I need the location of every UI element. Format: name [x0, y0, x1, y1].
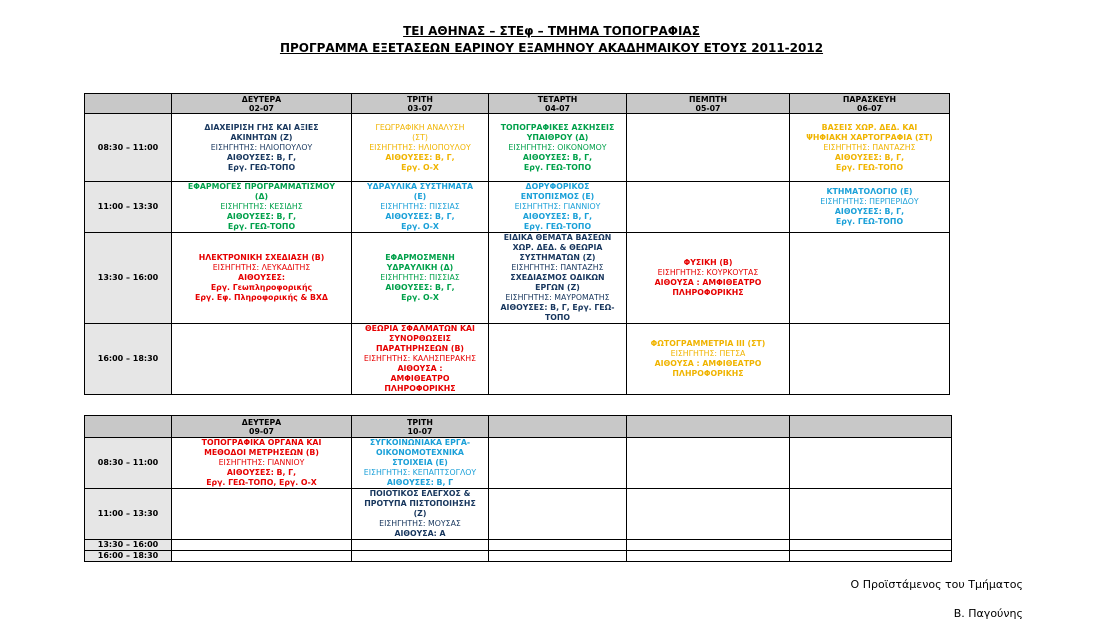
- exam-cell-line: ΠΟΙΟΤΙΚΟΣ ΕΛΕΓΧΟΣ &: [369, 489, 471, 498]
- exam-cell-line: ΑΚΙΝΗΤΩΝ (Ζ): [230, 132, 293, 142]
- exam-cell-line: ΕΙΣΗΓΗΤΗΣ: ΠΕΡΠΕΡΙΔΟΥ: [820, 197, 919, 206]
- day-header-cell: [627, 94, 790, 114]
- exam-cell-line: ΑΙΘΟΥΣΕΣ: Β, Γ,: [522, 212, 593, 221]
- empty-slot-cell: [790, 489, 952, 540]
- exam-cell-line: ΑΙΘΟΥΣΕΣ: Β, Γ: [386, 478, 454, 487]
- exam-cell-line: (ΣΤ): [412, 132, 428, 142]
- exam-cell-line: ΕΦΑΡΜΟΓΕΣ ΠΡΟΓΡΑΜΜΑΤΙΣΜΟΥ: [187, 182, 336, 191]
- exam-cell-line: Εργ. ΓΕΩ-ΤΟΠΟ: [227, 222, 296, 231]
- exam-cell-line: ΔΟΡΥΦΟΡΙΚΟΣ: [525, 182, 590, 191]
- day-header-cell: [489, 416, 627, 438]
- exam-cell-line: ΠΛΗΡΟΦΟΡΙΚΗΣ: [384, 384, 456, 393]
- day-header-cell: [790, 94, 950, 114]
- exam-cell-line: ΕΙΣΗΓΗΤΗΣ: ΗΛΙΟΠΟΥΛΟΥ: [369, 142, 471, 152]
- exam-cell-line: ΑΙΘΟΥΣΕΣ: Β, Γ,: [834, 152, 905, 162]
- exam-cell-line: ΦΩΤΟΓΡΑΜΜΕΤΡΙΑ ΙΙΙ (ΣΤ): [650, 339, 766, 348]
- exam-cell-line: ΑΙΘΟΥΣΕΣ: Β, Γ,: [226, 152, 297, 162]
- day-header-cell: [790, 416, 952, 438]
- exam-cell-line: ΕΙΣΗΓΗΤΗΣ: ΟΙΚΟΝΟΜΟΥ: [508, 142, 607, 152]
- exam-cell-line: ΑΙΘΟΥΣΕΣ: Β, Γ,: [385, 152, 455, 162]
- exam-cell-line: ΕΙΣΗΓΗΤΗΣ: ΓΙΑΝΝΙΟΥ: [218, 458, 305, 467]
- exam-cell-line: ΑΙΘΟΥΣΑ : ΑΜΦΙΘΕΑΤΡΟ: [654, 359, 762, 368]
- exam-cell-line: Εργ. ΓΕΩ-ΤΟΠΟ: [835, 162, 904, 172]
- exam-cell-line: ΑΙΘΟΥΣΕΣ: Β, Γ,: [834, 207, 905, 216]
- exam-cell-line: ΤΟΠΟΓΡΑΦΙΚΑ ΟΡΓΑΝΑ ΚΑΙ: [201, 438, 322, 447]
- exam-cell-line: ΒΑΣΕΙΣ ΧΩΡ. ΔΕΔ. ΚΑΙ: [821, 122, 918, 132]
- day-name: ΤΕΤΑΡΤΗ: [537, 94, 578, 104]
- exam-cell-line: ΕΙΔΙΚΑ ΘΕΜΑΤΑ ΒΑΣΕΩΝ: [503, 233, 612, 242]
- exam-cell-line: ΕΙΣΗΓΗΤΗΣ: ΚΑΛΗΣΠΕΡΑΚΗΣ: [363, 354, 477, 363]
- exam-cell-line: Εργ. ΓΕΩ-ΤΟΠΟ: [227, 162, 296, 172]
- exam-cell: [172, 114, 352, 182]
- day-header-cell: [352, 416, 489, 438]
- exam-cell-line: ΤΟΠΟ: [544, 313, 571, 322]
- day-date: 06-07: [857, 103, 882, 113]
- header-corner-cell: [85, 416, 172, 438]
- time-slot-label: 16:00 – 18:30: [85, 324, 172, 395]
- exam-cell-line: ΑΙΘΟΥΣΑ: Α: [394, 529, 446, 538]
- day-name: ΠΕΜΠΤΗ: [689, 94, 727, 104]
- schedule-table-week1: [84, 93, 950, 395]
- exam-cell-line: Εργ. ΓΕΩ-ΤΟΠΟ: [523, 162, 592, 172]
- time-slot-label: 16:00 – 18:30: [85, 551, 172, 562]
- exam-cell-line: ΘΕΩΡΙΑ ΣΦΑΛΜΑΤΩΝ ΚΑΙ: [365, 324, 475, 333]
- empty-slot-cell: [352, 540, 489, 551]
- exam-cell-line: ΣΧΕΔΙΑΣΜΟΣ ΟΔΙΚΩΝ: [510, 273, 605, 282]
- exam-cell-line: (Ζ): [413, 509, 427, 518]
- exam-cell-line: ΕΙΣΗΓΗΤΗΣ: ΚΕΠΑΠΤΣΟΓΛΟΥ: [363, 468, 477, 477]
- time-slot-label: 13:30 – 16:00: [85, 540, 172, 551]
- exam-cell: [352, 324, 489, 395]
- exam-cell-line: ΕΡΓΩΝ (Ζ): [535, 283, 580, 292]
- exam-cell-line: ΑΙΘΟΥΣΑ :: [397, 364, 443, 373]
- exam-cell-line: ΑΜΦΙΘΕΑΤΡΟ: [390, 374, 450, 383]
- time-slot-label: 11:00 – 13:30: [85, 182, 172, 233]
- empty-slot-cell: [352, 551, 489, 562]
- exam-cell-line: (Ε): [413, 192, 427, 201]
- exam-cell-line: ΟΙΚΟΝΟΜΟΤΕΧΝΙΚΑ: [376, 448, 464, 457]
- exam-cell-line: ΑΙΘΟΥΣΕΣ: Β, Γ,: [385, 283, 455, 292]
- exam-cell: [489, 233, 627, 324]
- exam-cell-line: ΥΔΡΑΥΛΙΚΗ (Δ): [386, 263, 454, 272]
- day-name: ΔΕΥΤΕΡΑ: [241, 417, 282, 427]
- time-slot-label: 11:00 – 13:30: [85, 489, 172, 540]
- schedule-table-week2: [84, 415, 952, 562]
- day-name: ΤΡΙΤΗ: [407, 94, 433, 104]
- exam-cell: [489, 114, 627, 182]
- empty-slot-cell: [790, 551, 952, 562]
- exam-cell-line: ΤΟΠΟΓΡΑΦΙΚΕΣ ΑΣΚΗΣΕΙΣ: [500, 122, 615, 132]
- empty-slot-cell: [172, 324, 352, 395]
- day-name: ΤΡΙΤΗ: [407, 417, 433, 427]
- exam-cell-line: ΠΑΡΑΤΗΡΗΣΕΩΝ (Β): [376, 344, 464, 353]
- exam-cell-line: ΕΙΣΗΓΗΤΗΣ: ΚΕΣΙΔΗΣ: [220, 202, 303, 211]
- day-date: 02-07: [249, 103, 274, 113]
- empty-slot-cell: [489, 489, 627, 540]
- exam-cell-line: ΑΙΘΟΥΣΕΣ: Β, Γ,: [522, 152, 593, 162]
- empty-slot-cell: [627, 489, 790, 540]
- exam-cell-line: Εργ. ΓΕΩ-ΤΟΠΟ: [835, 217, 904, 226]
- exam-cell-line: ΕΙΣΗΓΗΤΗΣ: ΠΙΣΣΙΑΣ: [380, 273, 460, 282]
- exam-cell-line: ΣΥΝΟΡΘΩΣΕΙΣ: [389, 334, 451, 343]
- timeslot-row: [85, 182, 950, 233]
- empty-slot-cell: [627, 540, 790, 551]
- exam-cell: [627, 324, 790, 395]
- day-date: 03-07: [407, 103, 433, 113]
- exam-cell-line: ΑΙΘΟΥΣΕΣ: Β, Γ,: [385, 212, 455, 221]
- exam-cell: [352, 233, 489, 324]
- exam-cell: [352, 182, 489, 233]
- day-date: 04-07: [545, 103, 570, 113]
- exam-cell: [352, 438, 489, 489]
- empty-slot-cell: [489, 551, 627, 562]
- timeslot-row: [85, 324, 950, 395]
- exam-cell: [790, 182, 950, 233]
- exam-cell: [352, 489, 489, 540]
- day-date: 10-07: [407, 426, 433, 436]
- exam-cell-line: ΜΕΘΟΔΟΙ ΜΕΤΡΗΣΕΩΝ (Β): [204, 448, 319, 457]
- exam-cell-line: ΕΙΣΗΓΗΤΗΣ: ΗΛΙΟΠΟΥΛΟΥ: [210, 142, 313, 152]
- exam-cell: [172, 438, 352, 489]
- exam-cell-line: ΣΤΟΙΧΕΙΑ (Ε): [392, 458, 448, 467]
- exam-cell-line: ΧΩΡ. ΔΕΔ. & ΘΕΩΡΙΑ: [512, 243, 603, 252]
- timeslot-row: [85, 540, 952, 551]
- exam-cell-line: Εργ. Ο-Χ: [401, 293, 439, 302]
- empty-slot-cell: [627, 551, 790, 562]
- day-name: ΔΕΥΤΕΡΑ: [241, 94, 282, 104]
- exam-cell-line: (Δ): [254, 192, 269, 201]
- day-date: 05-07: [695, 103, 721, 113]
- time-slot-label: 08:30 – 11:00: [85, 438, 172, 489]
- exam-cell-line: ΕΦΑΡΜΟΣΜΕΝΗ: [385, 253, 455, 262]
- empty-slot-cell: [489, 540, 627, 551]
- exam-cell-line: ΕΙΣΗΓΗΤΗΣ: ΠΕΤΣΑ: [670, 349, 746, 358]
- exam-cell-line: ΕΙΣΗΓΗΤΗΣ: ΚΟΥΡΚΟΥΤΑΣ: [657, 268, 759, 277]
- exam-cell-line: ΕΙΣΗΓΗΤΗΣ: ΜΟΥΣΑΣ: [379, 519, 461, 528]
- day-header-cell: [627, 416, 790, 438]
- day-name: ΠΑΡΑΣΚΕΥΗ: [842, 94, 897, 104]
- exam-cell-line: ΦΥΣΙΚΗ (Β): [683, 258, 733, 267]
- exam-cell-line: ΑΙΘΟΥΣΕΣ:: [238, 273, 285, 282]
- time-slot-label: 13:30 – 16:00: [85, 233, 172, 324]
- exam-cell-line: Εργ. ΓΕΩ-ΤΟΠΟ: [523, 222, 592, 231]
- exam-cell-line: ΕΙΣΗΓΗΤΗΣ: ΠΙΣΣΙΑΣ: [380, 202, 460, 211]
- day-header-cell: [172, 416, 352, 438]
- empty-slot-cell: [172, 540, 352, 551]
- exam-cell-line: Εργ. Γεωπληροφορικής: [210, 283, 313, 292]
- exam-cell-line: ΑΙΘΟΥΣΕΣ: Β, Γ,: [226, 212, 297, 221]
- exam-cell-line: ΕΝΤΟΠΙΣΜΟΣ (Ε): [520, 192, 595, 201]
- exam-cell-line: ΣΥΓΚΟΙΝΩΝΙΑΚΑ ΕΡΓΑ-: [369, 438, 471, 447]
- timeslot-row: [85, 438, 952, 489]
- document-subtitle: ΠΡΟΓΡΑΜΜΑ ΕΞΕΤΑΣΕΩΝ ΕΑΡΙΝΟΥ ΕΞΑΜΗΝΟΥ ΑΚΑΔΗΜΑΙΚΟΥ ΕΤΟΥΣ 2011-2012: [279, 41, 824, 55]
- timeslot-row: [85, 114, 950, 182]
- header-row: [85, 416, 952, 438]
- exam-cell-line: ΕΙΣΗΓΗΤΗΣ: ΠΑΝΤΑΖΗΣ: [511, 263, 604, 272]
- empty-slot-cell: [627, 438, 790, 489]
- exam-cell-line: Εργ. Εφ. Πληροφορικής & ΒΧΔ: [195, 293, 328, 302]
- empty-slot-cell: [790, 324, 950, 395]
- exam-cell-line: ΕΙΣΗΓΗΤΗΣ: ΓΙΑΝΝΙΟΥ: [514, 202, 601, 211]
- exam-cell-line: ΑΙΘΟΥΣΕΣ: Β, Γ,: [226, 468, 297, 477]
- exam-cell: [627, 233, 790, 324]
- exam-cell: [790, 114, 950, 182]
- exam-cell-line: ΠΛΗΡΟΦΟΡΙΚΗΣ: [672, 288, 744, 297]
- empty-slot-cell: [489, 324, 627, 395]
- header-corner-cell: [85, 94, 172, 114]
- exam-cell-line: ΥΠΑΙΘΡΟΥ (Δ): [526, 132, 589, 142]
- empty-slot-cell: [790, 233, 950, 324]
- exam-cell-line: ΑΙΘΟΥΣΕΣ: Β, Γ, Εργ. ΓΕΩ-: [500, 303, 615, 312]
- signatory-title: Ο Προϊστάμενος του Τμήματος: [850, 578, 1023, 591]
- exam-cell-line: ΓΕΩΓΡΑΦΙΚΗ ΑΝΑΛΥΣΗ: [375, 122, 465, 132]
- empty-slot-cell: [489, 438, 627, 489]
- exam-cell-line: ΚΤΗΜΑΤΟΛΟΓΙΟ (Ε): [826, 187, 913, 196]
- day-header-cell: [352, 94, 489, 114]
- exam-cell-line: ΠΡΟΤΥΠΑ ΠΙΣΤΟΠΟΙΗΣΗΣ: [364, 499, 476, 508]
- exam-cell-line: ΔΙΑΧΕΙΡΙΣΗ ΓΗΣ ΚΑΙ ΑΞΙΕΣ: [204, 122, 319, 132]
- timeslot-row: [85, 233, 950, 324]
- exam-cell-line: Εργ. ΓΕΩ-ΤΟΠΟ, Εργ. Ο-Χ: [206, 478, 317, 487]
- empty-slot-cell: [172, 489, 352, 540]
- empty-slot-cell: [627, 182, 790, 233]
- exam-cell-line: ΣΥΣΤΗΜΑΤΩΝ (Ζ): [519, 253, 596, 262]
- exam-cell-line: ΑΙΘΟΥΣΑ : ΑΜΦΙΘΕΑΤΡΟ: [654, 278, 762, 287]
- timeslot-row: [85, 551, 952, 562]
- time-slot-label: 08:30 – 11:00: [85, 114, 172, 182]
- document-title: ΤΕΙ ΑΘΗΝΑΣ – ΣΤΕφ – ΤΜΗΜΑ ΤΟΠΟΓΡΑΦΙΑΣ: [403, 24, 700, 38]
- day-date: 09-07: [249, 426, 274, 436]
- exam-cell: [172, 182, 352, 233]
- exam-cell-line: ΗΛΕΚΤΡΟΝΙΚΗ ΣΧΕΔΙΑΣΗ (Β): [198, 253, 325, 262]
- exam-cell: [352, 114, 489, 182]
- empty-slot-cell: [790, 438, 952, 489]
- exam-cell-line: Εργ. Ο-Χ: [401, 222, 439, 231]
- signatory-name: Β. Παγούνης: [953, 607, 1023, 620]
- exam-cell-line: ΕΙΣΗΓΗΤΗΣ: ΜΑΥΡΟΜΑΤΗΣ: [505, 293, 610, 302]
- day-header-cell: [489, 94, 627, 114]
- exam-cell-line: ΕΙΣΗΓΗΤΗΣ: ΛΕΥΚΑΔΙΤΗΣ: [212, 263, 311, 272]
- exam-cell-line: ΨΗΦΙΑΚΗ ΧΑΡΤΟΓΡΑΦΙΑ (ΣΤ): [806, 132, 933, 142]
- exam-cell-line: Εργ. Ο-Χ: [401, 162, 439, 172]
- empty-slot-cell: [790, 540, 952, 551]
- empty-slot-cell: [172, 551, 352, 562]
- timeslot-row: [85, 489, 952, 540]
- exam-cell-line: ΥΔΡΑΥΛΙΚΑ ΣΥΣΤΗΜΑΤΑ: [366, 182, 474, 191]
- empty-slot-cell: [627, 114, 790, 182]
- exam-cell: [172, 233, 352, 324]
- exam-cell-line: ΠΛΗΡΟΦΟΡΙΚΗΣ: [672, 369, 744, 378]
- exam-cell: [489, 182, 627, 233]
- exam-cell-line: ΕΙΣΗΓΗΤΗΣ: ΠΑΝΤΑΖΗΣ: [823, 142, 916, 152]
- day-header-cell: [172, 94, 352, 114]
- header-row: [85, 94, 950, 114]
